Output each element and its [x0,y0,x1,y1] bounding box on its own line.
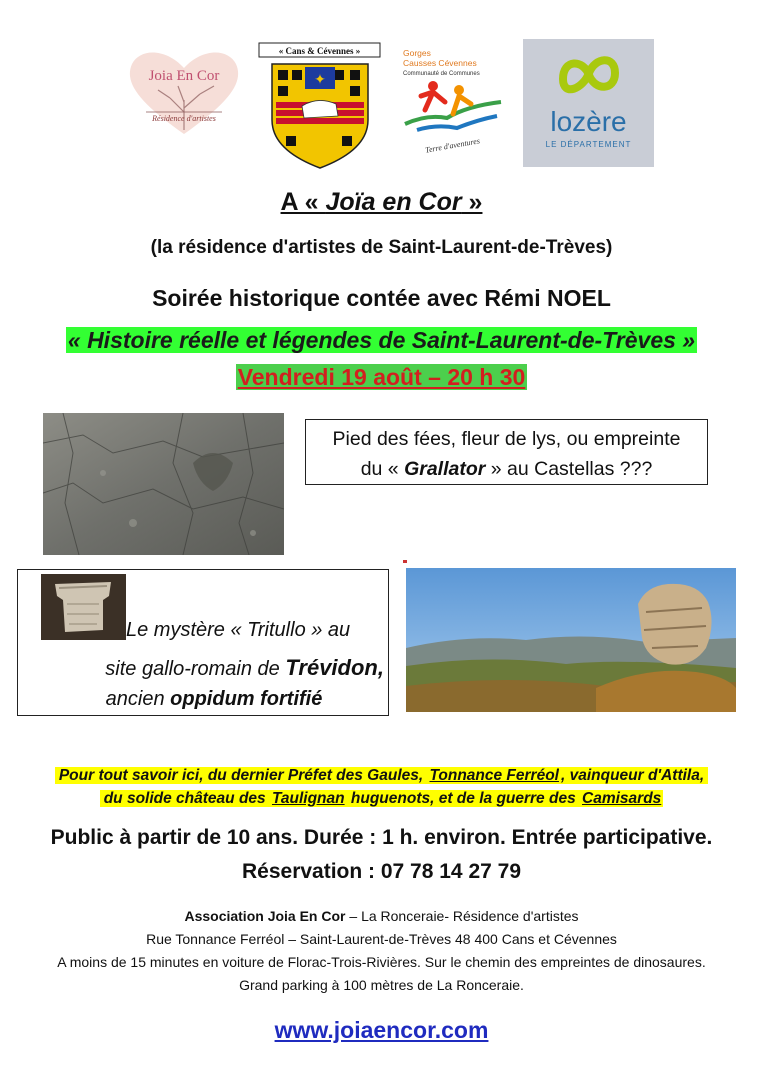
hl1a: Pour tout savoir ici, du dernier Préfet des Gaules, [58,767,428,784]
event-date [0,364,763,391]
mystery-line3 [24,688,384,711]
association-footer [0,905,763,997]
hl2c: huguenots, et de la guerre des [346,790,581,807]
website-link[interactable] [0,1017,763,1044]
audience-info: Public à partir de 10 ans. Durée : 1 h. environ. Entrée participative. [50,826,713,849]
event-theme-text: « Histoire réelle et légendes de Saint-Laurent-de-Trèves » [67,327,696,353]
joia-en-cor-logo [118,42,250,142]
lozere-name: lozère [550,106,627,137]
lozere-departement-logo [523,39,654,167]
gorges-line3: Communauté de Communes [403,71,480,77]
event-theme [0,327,763,354]
joia-logo-tagline: Résidence d'artistes [152,114,216,123]
association-rest: – La Ronceraie- Résidence d'artistes [345,908,579,924]
trevidon-term: Trévidon [285,655,378,680]
gorges-motto: Terre d'aventures [424,136,481,155]
caption-post: » au Castellas ??? [485,458,653,480]
mystery-line2-pre: site gallo-romain de [105,658,286,680]
footprint-caption-line1: Pied des fées, fleur de lys, ou empreinte [332,428,681,450]
highlight-line2 [100,790,664,807]
venue-subtitle: (la résidence d'artistes de Saint-Laurent-de-Trèves) [150,237,613,258]
mystery-line1: Le mystère « Tritullo » au [126,619,351,641]
lozere-sub: LE DÉPARTEMENT [545,140,632,149]
website-url[interactable]: www.joiaencor.com [274,1017,489,1043]
footprint-caption-line2 [306,454,707,484]
reservation-phone: Réservation : 07 78 14 27 79 [241,860,521,883]
mystery-line2 [24,655,384,681]
title-venue-name: Joïa en Cor [325,188,462,216]
history-highlight [0,764,763,810]
grallator-term: Grallator [404,458,486,480]
event-description: Soirée historique contée avec Rémi NOEL [152,285,611,311]
title-prefix: A « [280,188,326,216]
cans-cevennes-coat-of-arms [258,40,381,170]
tonnance-ferreol-term: Tonnance Ferréol [429,767,559,784]
access-line: A moins de 15 minutes en voiture de Florac-Trois-Rivières. Sur le chemin des empreintes de dinosaures. [57,954,706,970]
highlight-line1 [55,767,708,784]
gorges-line1: Gorges [403,48,431,58]
camisards-term: Camisards [582,790,662,807]
hl1c: , vainqueur d'Attila, [560,767,705,784]
taulignan-term: Taulignan [271,790,345,807]
svg-text:✦: ✦ [314,71,326,87]
association-name: Association Joia En Cor [184,908,346,924]
caption-pre: du « [360,458,405,480]
joia-logo-name: Joia En Cor [148,68,220,84]
title-suffix: » [461,188,483,216]
roman-capital-photo [41,574,126,640]
cans-logo-label: « Cans & Cévennes » [278,46,361,56]
association-line [0,905,763,928]
gorges-causses-cevennes-logo [397,44,509,156]
footprint-caption-box [305,419,708,485]
event-date-text: Vendredi 19 août – 20 h 30 [237,364,526,390]
address-line: Rue Tonnance Ferréol – Saint-Laurent-de-Trèves 48 400 Cans et Cévennes [146,931,617,947]
mystery-line2-post: , [377,655,384,680]
event-title [0,188,763,217]
parking-line: Grand parking à 100 mètres de La Ronceraie. [239,977,524,993]
small-mark [403,560,407,563]
oppidum-term: oppidum fortifié [170,688,323,710]
footprint-rock-photo [43,413,284,555]
mystery-line3-pre: ancien [105,688,171,710]
castellas-landscape-photo [406,568,736,712]
hl2a: du solide château des [103,790,270,807]
gorges-line2: Causses Cévennes [403,58,477,68]
